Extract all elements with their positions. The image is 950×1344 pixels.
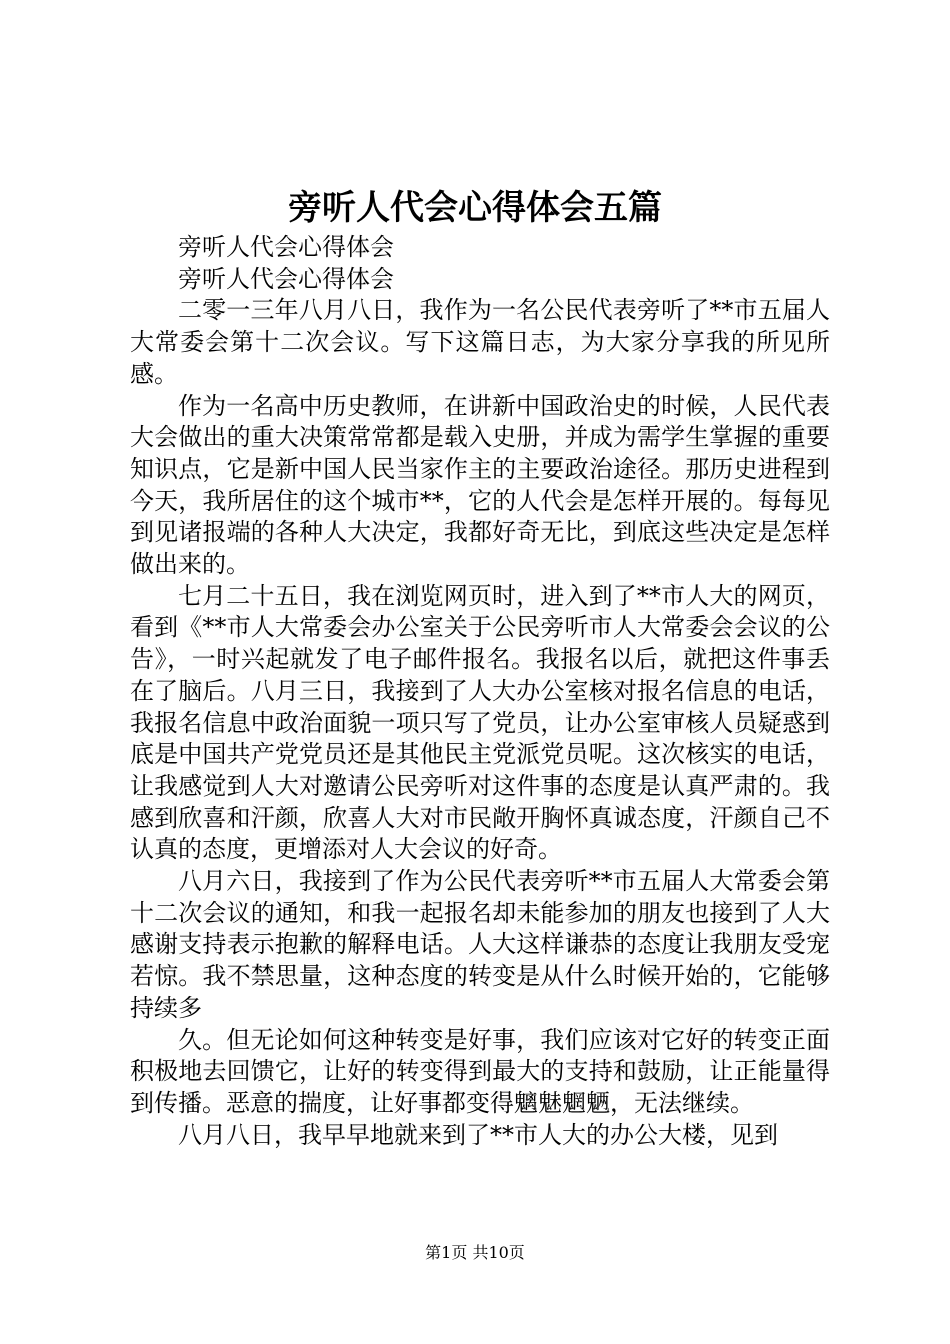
paragraph: 八月六日，我接到了作为公民代表旁听**市五届人大常委会第十二次会议的通知，和我一起报名却未能参加的朋友也接到了人大感谢支持表示抱歉的解释电话。人大这样谦恭的态度让我朋友受宠若惊。我不禁思量，这种态度的转变是从什么时候开始的，它能够持续多 <box>130 867 830 1022</box>
page-footer: 第1页 共10页 <box>425 1243 525 1262</box>
paragraph: 七月二十五日，我在浏览网页时，进入到了**市人大的网页，看到《**市人大常委会办公室关于公民旁听市人大常委会会议的公告》，一时兴起就发了电子邮件报名。我报名以后，就把这件事丢在了脑后。八月三日，我接到了人大办公室核对报名信息的电话，我报名信息中政治面貌一项只写了党员，让办公室审核人员疑惑到底是中国共产党党员还是其他民主党派党员呢。这次核实的电话，让我感觉到人大对邀请公民旁听对这件事的态度是认真严肃的。我感到欣喜和汗颜，欣喜人大对市民敞开胸怀真诚态度，汗颜自己不认真的态度，更增添对人大会议的好奇。 <box>130 581 830 864</box>
document-body <box>130 232 830 1151</box>
document-title: 旁听人代会心得体会五篇 <box>288 188 662 228</box>
paragraph: 二零一三年八月八日，我作为一名公民代表旁听了**市五届人大常委会第十二次会议。写下这篇日志，为大家分享我的所见所感。 <box>130 296 830 388</box>
paragraph: 久。但无论如何这种转变是好事，我们应该对它好的转变正面积极地去回馈它，让好的转变得到最大的支持和鼓励，让正能量得到传播。恶意的揣度，让好事都变得魑魅魍魉，无法继续。 <box>130 1025 830 1117</box>
paragraph: 八月八日，我早早地就来到了**市人大的办公大楼，见到 <box>178 1120 778 1149</box>
paragraph: 旁听人代会心得体会 <box>178 264 394 293</box>
paragraph: 旁听人代会心得体会 <box>178 233 394 261</box>
paragraph: 作为一名高中历史教师，在讲新中国政治史的时候，人民代表大会做出的重大决策常常都是载入史册，并成为需学生掌握的重要知识点，它是新中国人民当家作主的主要政治途径。那历史进程到今天，我所居住的这个城市**，它的人代会是怎样开展的。每每见到见诸报端的各种人大决定，我都好奇无比，到底这些决定是怎样做出来的。 <box>130 391 830 579</box>
